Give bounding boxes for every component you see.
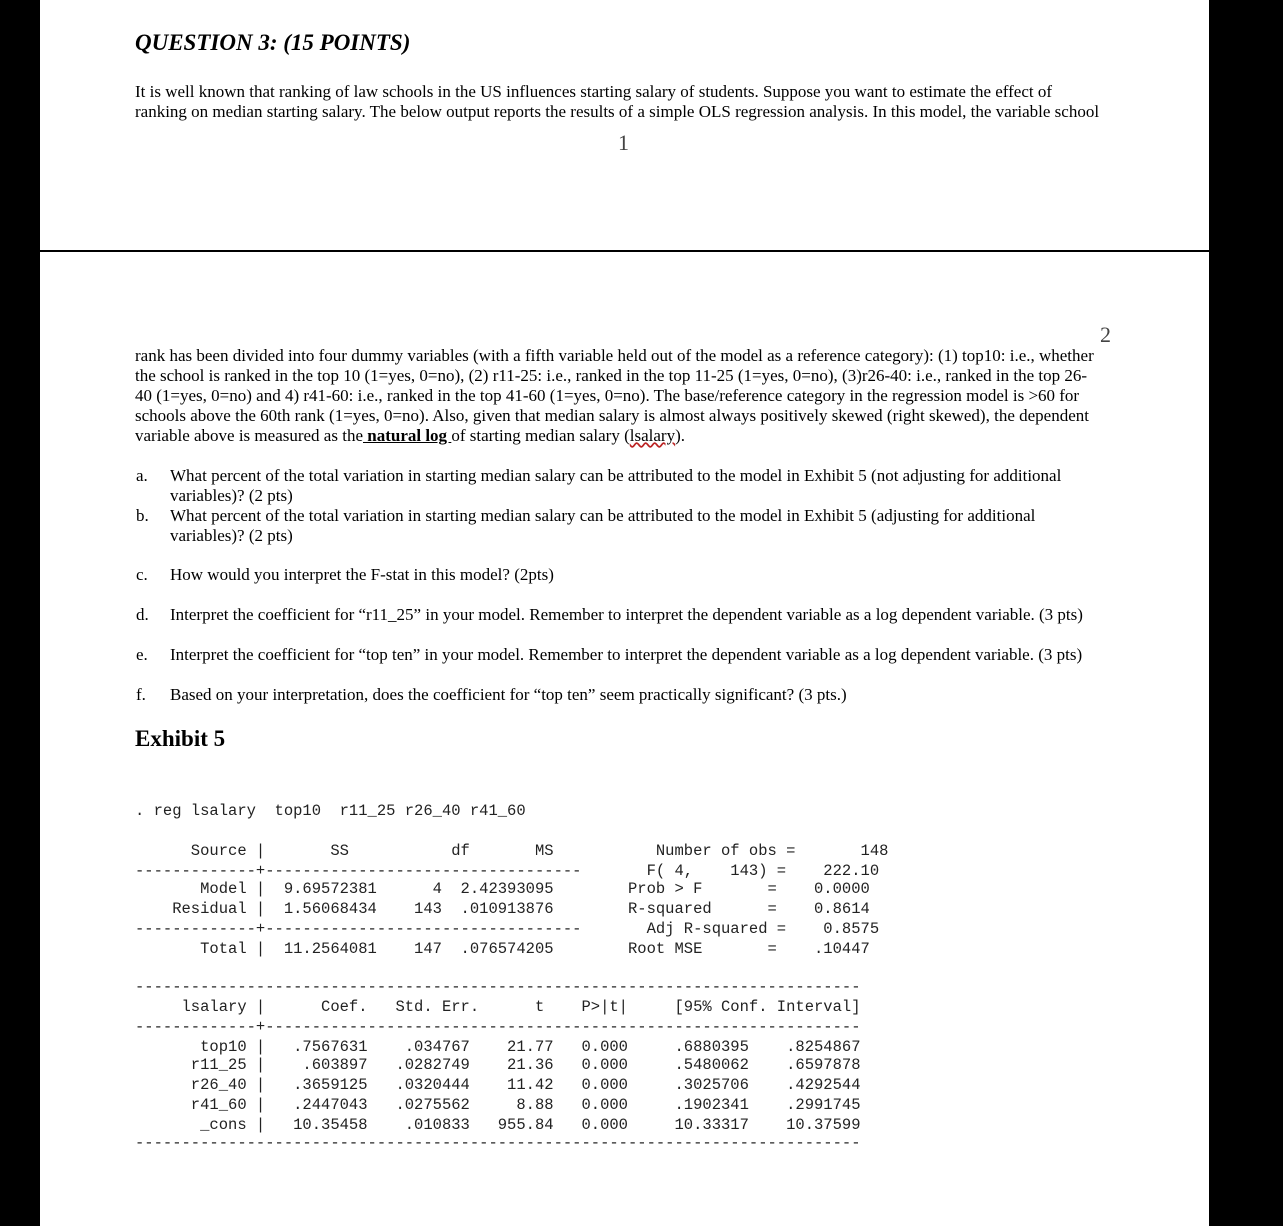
lsalary-variable: lsalary [629,426,676,445]
exhibit-title: Exhibit 5 [135,726,226,751]
anova-divider-2: -------------+---------------------------------- Adj R-squared = 0.8575 [135,920,880,938]
anova-total-row: Total | 11.2564081 147 .076574205 Root MSE = .10447 [135,940,870,958]
para-last-pre: variable above is measured as the [135,426,363,445]
coef-divider-bottom: ------------------------------------------------------------------------------ [135,1134,861,1152]
paragraph-line-5 [135,426,685,446]
question-a-label: a. [136,466,148,485]
coef-row-r41-60: r41_60 | .2447043 .0275562 8.88 0.000 .1902341 .2991745 [135,1096,861,1114]
coef-divider-mid: -------------+---------------------------------------------------------------- [135,1018,861,1036]
paragraph-line-1: rank has been divided into four dummy variables (with a fifth variable held out of the model as a reference category): (1) top10: i.e., whether [135,346,1094,365]
question-b-label: b. [136,506,149,525]
intro-line-2: ranking on median starting salary. The below output reports the results of a simple OLS regression analysis. In this model, the variable school [135,102,1100,121]
question-c-text: How would you interpret the F-stat in this model? (2pts) [170,565,554,584]
coef-row-r11-25: r11_25 | .603897 .0282749 21.36 0.000 .5480062 .6597878 [135,1056,861,1074]
page-number-2: 2 [1100,322,1111,347]
anova-header: Source | SS df MS Number of obs = 148 [135,842,889,860]
coef-header: lsalary | Coef. Std. Err. t P>|t| [95% Conf. Interval] [135,998,861,1016]
question-d-text: Interpret the coefficient for “r11_25” in your model. Remember to interpret the dependent variable as a log dependent variable. (3 pts) [170,605,1083,624]
coef-row-cons: _cons | 10.35458 .010833 955.84 0.000 10.33317 10.37599 [135,1116,861,1134]
coef-row-r26-40: r26_40 | .3659125 .0320444 11.42 0.000 .3025706 .4292544 [135,1076,861,1094]
paragraph-line-3: 40 (1=yes, 0=no) and 4) r41-60: i.e., ranked in the top 41-60 (1=yes, 0=no). The base/reference category in the regression model is >60 for [135,386,1080,405]
para-last-end: ). [675,426,686,445]
para-last-mid: of starting median salary ( [451,426,630,445]
question-f-label: f. [136,685,146,704]
question-d-label: d. [136,605,149,624]
question-a-text: What percent of the total variation in starting median salary can be attributed to the model in Exhibit 5 (not adjusting for additional variables)? (2 pts) [170,466,1062,505]
question-b-text: What percent of the total variation in starting median salary can be attributed to the model in Exhibit 5 (adjusting for additional variables)? (2 pts) [170,506,1036,545]
page-number-1: 1 [618,130,629,155]
anova-residual-row: Residual | 1.56068434 143 .010913876 R-squared = 0.8614 [135,900,870,918]
coef-row-top10: top10 | .7567631 .034767 21.77 0.000 .6880395 .8254867 [135,1038,861,1056]
question-title: QUESTION 3: (15 POINTS) [135,30,411,55]
coef-divider-top: ------------------------------------------------------------------------------ [135,978,861,996]
intro-line-1: It is well known that ranking of law schools in the US influences starting salary of students. Suppose you want to estimate the effect of [135,82,1053,101]
question-f-text: Based on your interpretation, does the coefficient for “top ten” seem practically significant? (3 pts.) [170,685,847,704]
page-1 [40,0,1209,250]
anova-model-row: Model | 9.69572381 4 2.42393095 Prob > F = 0.0000 [135,880,870,898]
question-e-label: e. [136,645,148,664]
stata-command: . reg lsalary top10 r11_25 r26_40 r41_60 [135,802,526,820]
natural-log-emphasis: natural log [363,426,452,445]
page-2 [40,252,1209,1226]
anova-divider-1: -------------+---------------------------------- F( 4, 143) = 222.10 [135,862,880,880]
paragraph-line-4: schools above the 60th rank (1=yes, 0=no). Also, given that median salary is almost always positively skewed (right skewed), the dependent [135,406,1089,425]
paragraph-line-2: the school is ranked in the top 10 (1=yes, 0=no), (2) r11-25: i.e., ranked in the top 11-25 (1=yes, 0=no), (3)r26-40: i.e., ranked in the top 26- [135,366,1088,385]
question-e-text: Interpret the coefficient for “top ten” in your model. Remember to interpret the dependent variable as a log dependent variable. (3 pts) [170,645,1083,664]
question-c-label: c. [136,565,148,584]
